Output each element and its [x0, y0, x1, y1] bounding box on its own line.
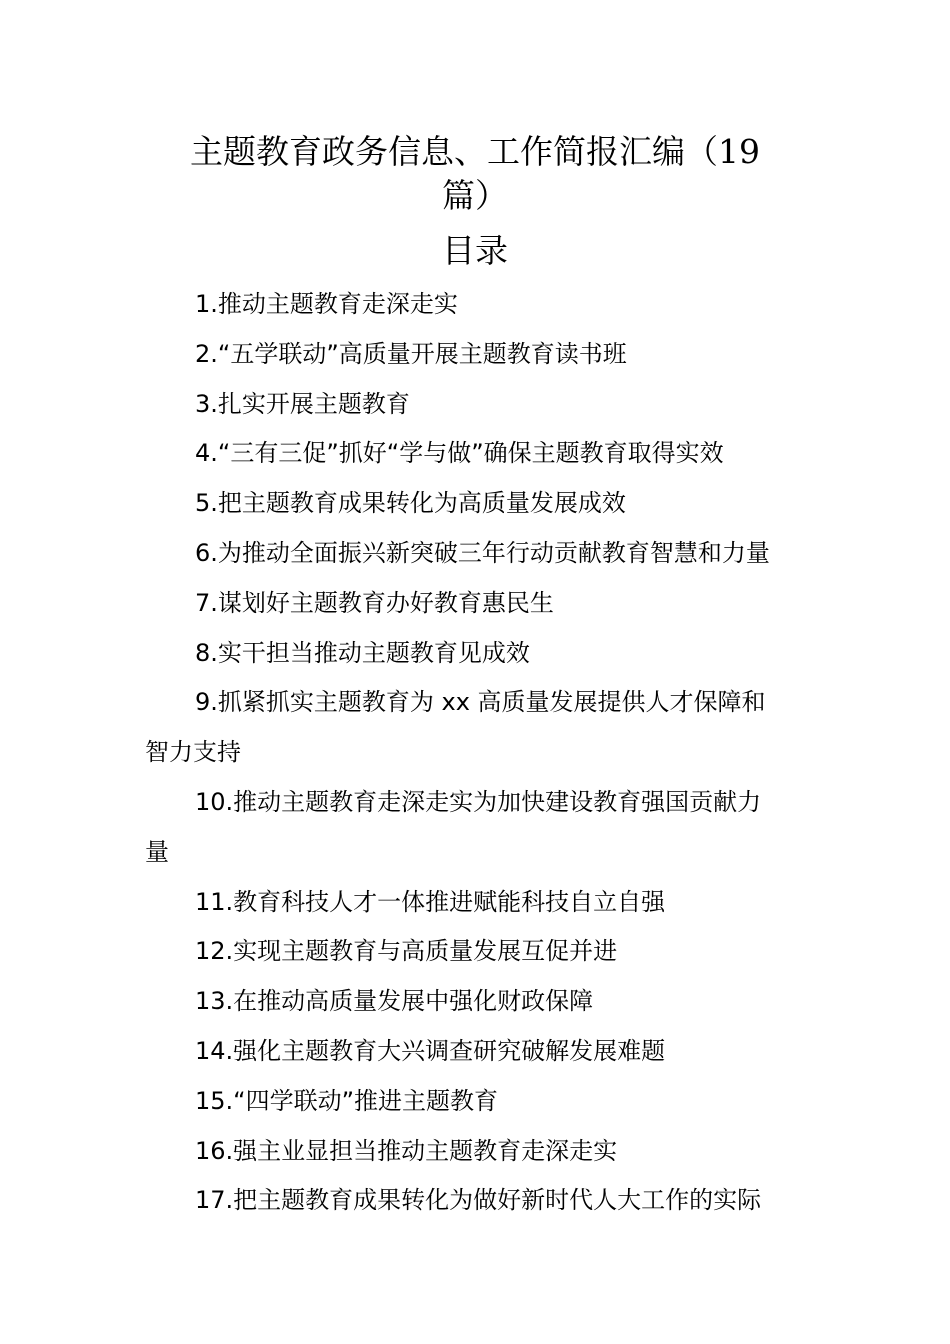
- toc-item: [145, 1176, 810, 1226]
- toc-item-text: 17.把主题教育成果转化为做好新时代人大工作的实际: [195, 1186, 762, 1215]
- title-count: 19: [718, 132, 760, 171]
- toc-item-text: 11.教育科技人才一体推进赋能科技自立自强: [195, 887, 666, 916]
- toc-item: [145, 529, 810, 579]
- toc-item-text: 12.实现主题教育与高质量发展互促并进: [195, 937, 618, 966]
- toc-item-text: 10.推动主题教育走深走实为加快建设教育强国贡献力: [195, 787, 762, 816]
- toc-item: [145, 678, 810, 778]
- document-title: [140, 130, 810, 218]
- toc-item-continuation: 智力支持: [145, 738, 241, 767]
- toc-item: [145, 1127, 810, 1177]
- toc-heading: 目录: [442, 231, 508, 270]
- toc-item-text: 5.把主题教育成果转化为高质量发展成效: [195, 489, 626, 518]
- toc-item: [145, 579, 810, 629]
- toc-item-text: 1.推动主题教育走深走实: [195, 290, 458, 318]
- toc-item: [145, 878, 810, 928]
- toc-item: [145, 927, 810, 977]
- toc-item: [145, 380, 810, 430]
- toc-item: [145, 330, 810, 380]
- toc-item: [145, 429, 810, 479]
- toc-item: [145, 280, 810, 330]
- toc-item: [145, 1027, 810, 1077]
- toc-item: [145, 479, 810, 529]
- toc-item-text: 14.强化主题教育大兴调查研究破解发展难题: [195, 1036, 666, 1065]
- table-of-contents: [145, 280, 810, 1226]
- toc-item-text: 13.在推动高质量发展中强化财政保障: [195, 987, 594, 1016]
- toc-item-text: 6.为推动全面振兴新突破三年行动贡献教育智慧和力量: [195, 538, 770, 567]
- title-text: 主题教育政务信息、工作简报汇编（: [190, 132, 718, 171]
- toc-item: [145, 778, 810, 878]
- toc-item-text: 16.强主业显担当推动主题教育走深走实: [195, 1136, 618, 1165]
- toc-item-text: 7.谋划好主题教育办好教育惠民生: [195, 588, 554, 617]
- toc-item-text: 3.扎实开展主题教育: [195, 389, 410, 418]
- toc-item-text: 15.“四学联动”推进主题教育: [195, 1086, 499, 1115]
- toc-item: [145, 629, 810, 679]
- title-line-1: [140, 130, 810, 174]
- toc-item-text: 9.抓紧抓实主题教育为 xx 高质量发展提供人才保障和: [195, 688, 766, 717]
- toc-item: [145, 977, 810, 1027]
- toc-item: [145, 1077, 810, 1127]
- toc-item-continuation: 量: [145, 837, 169, 866]
- title-line-2: 篇）: [442, 176, 508, 215]
- toc-item-text: 2.“五学联动”高质量开展主题教育读书班: [195, 339, 627, 368]
- toc-item-text: 4.“三有三促”抓好“学与做”确保主题教育取得实效: [195, 439, 724, 468]
- toc-item-text: 8.实干担当推动主题教育见成效: [195, 638, 530, 667]
